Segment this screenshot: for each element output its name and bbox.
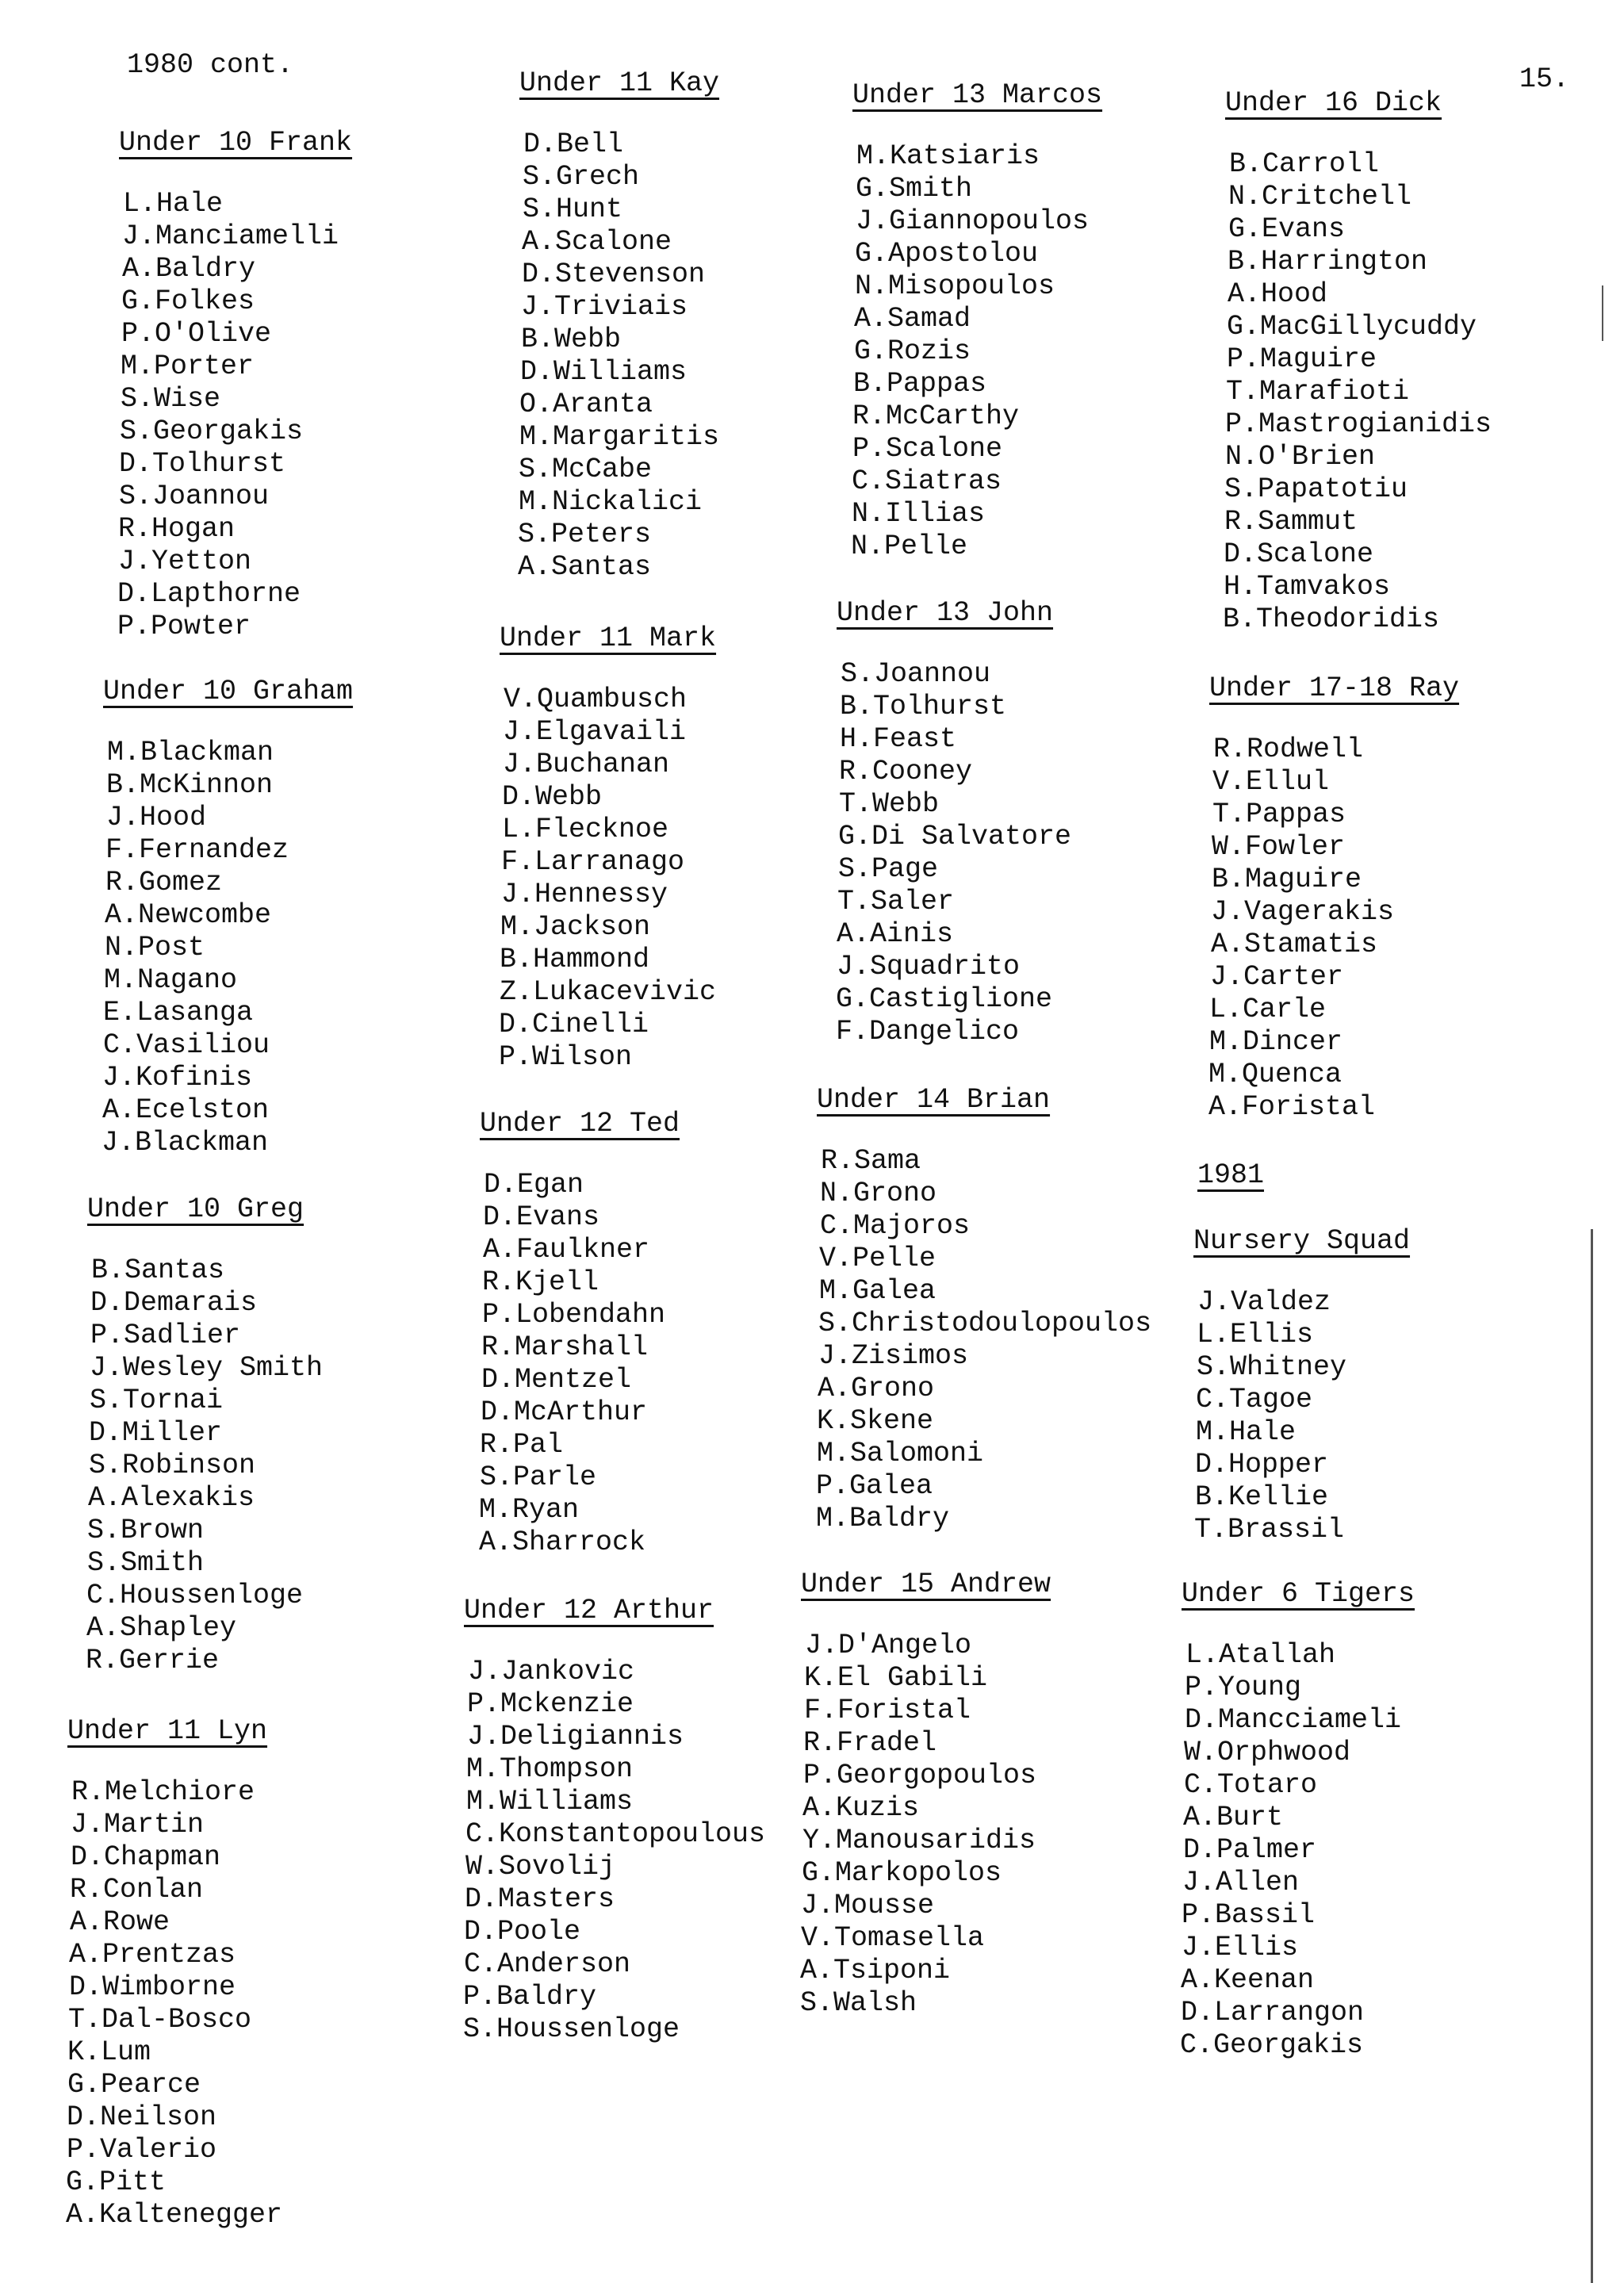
player-name: V.Tomasella [801,1922,985,1954]
player-name: G.Castiglione [836,983,1053,1015]
player-name: D.Miller [89,1417,223,1449]
player-name: S.Whitney [1197,1351,1347,1383]
player-name: J.D'Angelo [805,1630,972,1661]
player-name: A.Santas [518,551,652,583]
player-name: M.Hale [1196,1416,1297,1448]
player-name: J.Valdez [1197,1286,1331,1318]
player-name: S.Houssenloge [463,2013,680,2045]
player-name: M.Ryan [479,1494,580,1526]
player-name: S.Robinson [89,1450,256,1481]
player-name: J.Zisimos [818,1340,969,1372]
player-name: T.Pappas [1212,799,1346,830]
player-name: D.Webb [502,781,603,813]
player-name: P.Georgopoulos [803,1760,1037,1791]
player-name: N.O'Brien [1225,441,1376,473]
player-name: P.O'Olive [121,318,272,350]
player-name: T.Saler [837,886,955,917]
team-title: Under 13 John [837,597,1054,629]
player-name: S.Georgakis [120,416,304,447]
player-name: T.Brassil [1194,1514,1345,1546]
player-name: L.Carle [1209,994,1327,1025]
player-name: N.Pelle [851,531,968,562]
player-name: S.Smith [87,1547,205,1579]
player-name: M.Thompson [466,1753,634,1785]
player-name: D.Larrangon [1181,1997,1365,2028]
player-name: R.Melchiore [71,1776,255,1808]
player-name: D.Demarais [90,1287,258,1319]
player-name: J.Buchanan [503,749,670,780]
player-name: R.Sammut [1224,506,1358,538]
player-name: M.Salomoni [817,1438,984,1469]
player-name: P.Mckenzie [467,1688,634,1720]
player-name: J.Kofinis [102,1062,253,1094]
player-name: J.Blackman [102,1127,269,1159]
player-name: S.Tornai [90,1385,224,1416]
player-name: G.Pitt [66,2166,167,2198]
player-name: B.Webb [521,324,622,355]
player-name: N.Misopoulos [855,270,1055,302]
player-name: P.Maguire [1227,343,1377,375]
player-name: C.Anderson [464,1948,631,1980]
player-name: H.Tamvakos [1224,571,1391,603]
player-name: L.Hale [123,188,224,220]
team-title: Under 11 Lyn [67,1715,268,1747]
player-name: R.McCarthy [852,400,1020,432]
team-title: Nursery Squad [1193,1225,1411,1257]
player-name: F.Larranago [501,846,685,878]
player-name: R.Hogan [118,513,236,545]
player-name: T.Webb [839,788,940,820]
player-name: J.Wesley Smith [90,1352,324,1384]
player-name: O.Aranta [519,389,653,420]
player-name: N.Grono [820,1178,937,1209]
player-name: J.Vagerakis [1211,896,1395,928]
player-name: A.Kaltenegger [66,2199,283,2231]
team-title: Under 13 Marcos [852,79,1103,111]
player-name: P.Scalone [852,433,1003,465]
player-name: J.Yetton [118,546,252,577]
player-name: S.Wise [121,383,221,415]
player-name: B.Tolhurst [840,691,1007,722]
player-name: J.Ellis [1182,1932,1299,1963]
player-name: B.Maguire [1212,864,1362,895]
player-name: J.Martin [71,1809,205,1841]
player-name: J.Giannopoulos [856,205,1090,237]
player-name: Z.Lukacevivic [500,976,717,1008]
player-name: M.Margaritis [519,421,720,453]
player-name: G.Markopolos [802,1857,1002,1889]
team-title: Under 12 Arthur [464,1595,714,1626]
player-name: C.Tagoe [1196,1384,1313,1415]
player-name: S.Walsh [800,1987,917,2019]
player-name: S.Parle [480,1461,597,1493]
player-name: C.Totaro [1184,1769,1318,1801]
player-name: A.Keenan [1181,1964,1315,1996]
player-name: R.Marshall [481,1331,649,1363]
player-name: R.Pal [480,1429,564,1461]
player-name: J.Allen [1182,1867,1300,1898]
player-name: D.Bell [523,128,624,160]
player-name: J.Carter [1210,961,1344,993]
player-name: S.Papatotiu [1224,473,1408,505]
player-name: R.Gerrie [86,1645,220,1676]
player-name: D.McArthur [481,1396,648,1428]
player-name: M.Baldry [816,1503,950,1534]
player-name: M.Nickalici [519,486,703,518]
player-name: K.Skene [817,1405,934,1437]
player-name: M.Porter [121,350,255,382]
player-name: A.Newcombe [105,899,272,931]
player-name: C.Vasiliou [103,1029,270,1061]
player-name: J.Jankovic [468,1656,635,1687]
player-name: A.Alexakis [88,1482,255,1514]
player-name: A.Hood [1228,278,1328,310]
player-name: J.Deligiannis [467,1721,684,1752]
player-name: W.Sovolij [465,1851,616,1883]
player-name: G.Pearce [67,2069,201,2101]
year-1981-label: 1981 [1197,1159,1265,1191]
player-name: T.Marafioti [1226,376,1410,408]
player-name: R.Sama [821,1145,921,1177]
player-name: D.Williams [520,356,688,388]
player-name: S.McCabe [519,454,653,485]
player-name: D.Evans [483,1201,600,1233]
player-name: G.Rozis [854,335,971,367]
player-name: C.Houssenloge [86,1580,304,1611]
player-name: P.Valerio [67,2134,217,2166]
player-name: B.Kellie [1195,1481,1329,1513]
player-name: L.Ellis [1197,1319,1314,1350]
player-name: D.Hopper [1195,1449,1329,1481]
player-name: C.Konstantopoulous [465,1818,766,1850]
player-name: K.Lum [67,2036,151,2068]
player-name: D.Cinelli [499,1009,649,1040]
player-name: A.Sharrock [479,1526,646,1558]
player-name: J.Manciamelli [122,220,339,252]
player-name: F.Dangelico [836,1016,1020,1048]
page-number: 15. [1519,63,1570,95]
team-title: Under 10 Frank [119,127,353,159]
player-name: Y.Manousaridis [802,1825,1036,1856]
player-name: G.Evans [1228,213,1346,245]
scan-edge-line [1591,1229,1593,2283]
player-name: D.Mentzel [481,1364,632,1396]
player-name: C.Siatras [852,465,1002,497]
player-name: P.Wilson [499,1041,633,1073]
team-title: Under 11 Kay [519,67,720,99]
player-name: J.Hennessy [501,879,668,910]
player-name: W.Fowler [1212,831,1346,863]
team-title: Under 12 Ted [480,1108,680,1140]
player-name: J.Mousse [801,1890,935,1921]
player-name: B.Pappas [853,368,987,400]
player-name: L.Atallah [1185,1639,1336,1671]
player-name: D.Stevenson [522,259,706,290]
player-name: F.Foristal [804,1695,971,1726]
player-name: D.Masters [465,1883,615,1915]
player-name: S.Peters [518,519,652,550]
player-name: A.Shapley [86,1612,237,1644]
player-name: F.Fernandez [105,834,289,866]
player-name: R.Gomez [105,867,223,898]
player-name: D.Lapthorne [117,578,301,610]
player-name: D.Tolhurst [119,448,286,480]
team-title: Under 10 Graham [103,676,354,707]
player-name: V.Pelle [819,1243,936,1274]
team-title: Under 11 Mark [500,622,717,654]
player-name: D.Chapman [71,1841,221,1873]
player-name: M.Jackson [500,911,651,943]
player-name: A.Prentzas [69,1939,236,1971]
player-name: N.Post [105,932,205,963]
player-name: N.Illias [852,498,986,530]
player-name: A.Kuzis [802,1792,920,1824]
player-name: A.Rowe [70,1906,170,1938]
player-name: A.Stamatis [1211,929,1378,960]
player-name: P.Sadlier [90,1320,241,1351]
player-name: A.Faulkner [483,1234,650,1266]
player-name: G.Di Salvatore [838,821,1072,852]
player-name: S.Joannou [119,481,270,512]
team-title: Under 17-18 Ray [1209,672,1460,704]
player-name: H.Feast [840,723,957,755]
player-name: A.Ainis [837,918,954,950]
player-name: J.Squadrito [837,951,1021,983]
player-name: P.Young [1185,1672,1302,1703]
player-name: A.Scalone [522,226,672,258]
player-name: P.Galea [816,1470,933,1502]
player-name: N.Critchell [1228,181,1412,213]
player-name: B.McKinnon [106,769,274,801]
player-name: J.Hood [106,802,207,833]
player-name: P.Baldry [463,1981,597,2013]
player-name: D.Neilson [67,2101,217,2133]
player-name: B.Hammond [500,944,650,975]
player-name: D.Wimborne [69,1971,236,2003]
team-title: Under 16 Dick [1225,87,1442,119]
player-name: J.Triviais [521,291,688,323]
player-name: R.Fradel [803,1727,937,1759]
team-title: Under 15 Andrew [801,1569,1051,1600]
player-name: R.Rodwell [1213,734,1364,765]
player-name: A.Foristal [1208,1091,1376,1123]
player-name: B.Carroll [1229,148,1380,180]
player-name: S.Hunt [523,193,623,225]
player-name: J.Elgavaili [503,716,687,748]
player-name: W.Orphwood [1184,1737,1351,1768]
player-name: B.Harrington [1228,246,1428,278]
player-name: A.Baldry [122,253,256,285]
page-header-year: 1980 cont. [127,49,294,81]
player-name: M.Quenca [1208,1059,1342,1090]
player-name: P.Bassil [1182,1899,1316,1931]
player-name: L.Flecknoe [502,814,669,845]
player-name: A.Grono [818,1373,935,1404]
player-name: G.Apostolou [855,238,1039,270]
player-name: G.MacGillycuddy [1227,311,1477,343]
player-name: D.Palmer [1183,1834,1317,1866]
player-name: A.Ecelston [102,1094,270,1126]
player-name: R.Cooney [839,756,973,787]
team-title: Under 6 Tigers [1182,1578,1415,1610]
player-name: D.Poole [464,1916,581,1948]
player-name: S.Grech [523,161,640,193]
player-name: S.Joannou [841,658,991,690]
player-name: P.Powter [117,611,251,642]
player-name: M.Williams [466,1786,634,1818]
player-name: S.Page [838,853,939,885]
player-name: T.Dal-Bosco [68,2004,252,2036]
player-name: A.Samad [854,303,971,335]
player-name: A.Tsiponi [800,1955,951,1986]
player-name: M.Blackman [107,737,274,768]
player-name: M.Dincer [1209,1026,1343,1058]
team-title: Under 14 Brian [817,1084,1051,1116]
player-name: E.Lasanga [103,997,254,1028]
player-name: M.Nagano [104,964,238,996]
player-name: V.Ellul [1212,766,1330,798]
player-name: A.Burt [1183,1802,1284,1833]
scan-edge-mark [1602,285,1603,341]
player-name: V.Quambusch [504,684,688,715]
player-name: G.Smith [856,173,973,205]
player-name: P.Mastrogianidis [1225,408,1492,440]
player-name: S.Christodoulopoulos [818,1308,1152,1339]
player-name: G.Folkes [121,285,255,317]
player-name: C.Majoros [820,1210,971,1242]
player-name: C.Georgakis [1180,2029,1364,2061]
player-name: R.Conlan [70,1874,204,1906]
player-name: M.Galea [819,1275,936,1307]
player-name: B.Santas [91,1255,225,1286]
team-title: Under 10 Greg [87,1193,304,1225]
player-name: M.Katsiaris [856,140,1040,172]
player-name: S.Brown [87,1515,205,1546]
player-name: K.El Gabili [804,1662,988,1694]
player-name: R.Kjell [482,1266,599,1298]
player-name: B.Theodoridis [1223,603,1440,635]
player-name: D.Scalone [1224,538,1374,570]
player-name: D.Mancciameli [1185,1704,1402,1736]
player-name: P.Lobendahn [482,1299,666,1331]
player-name: D.Egan [484,1169,584,1201]
